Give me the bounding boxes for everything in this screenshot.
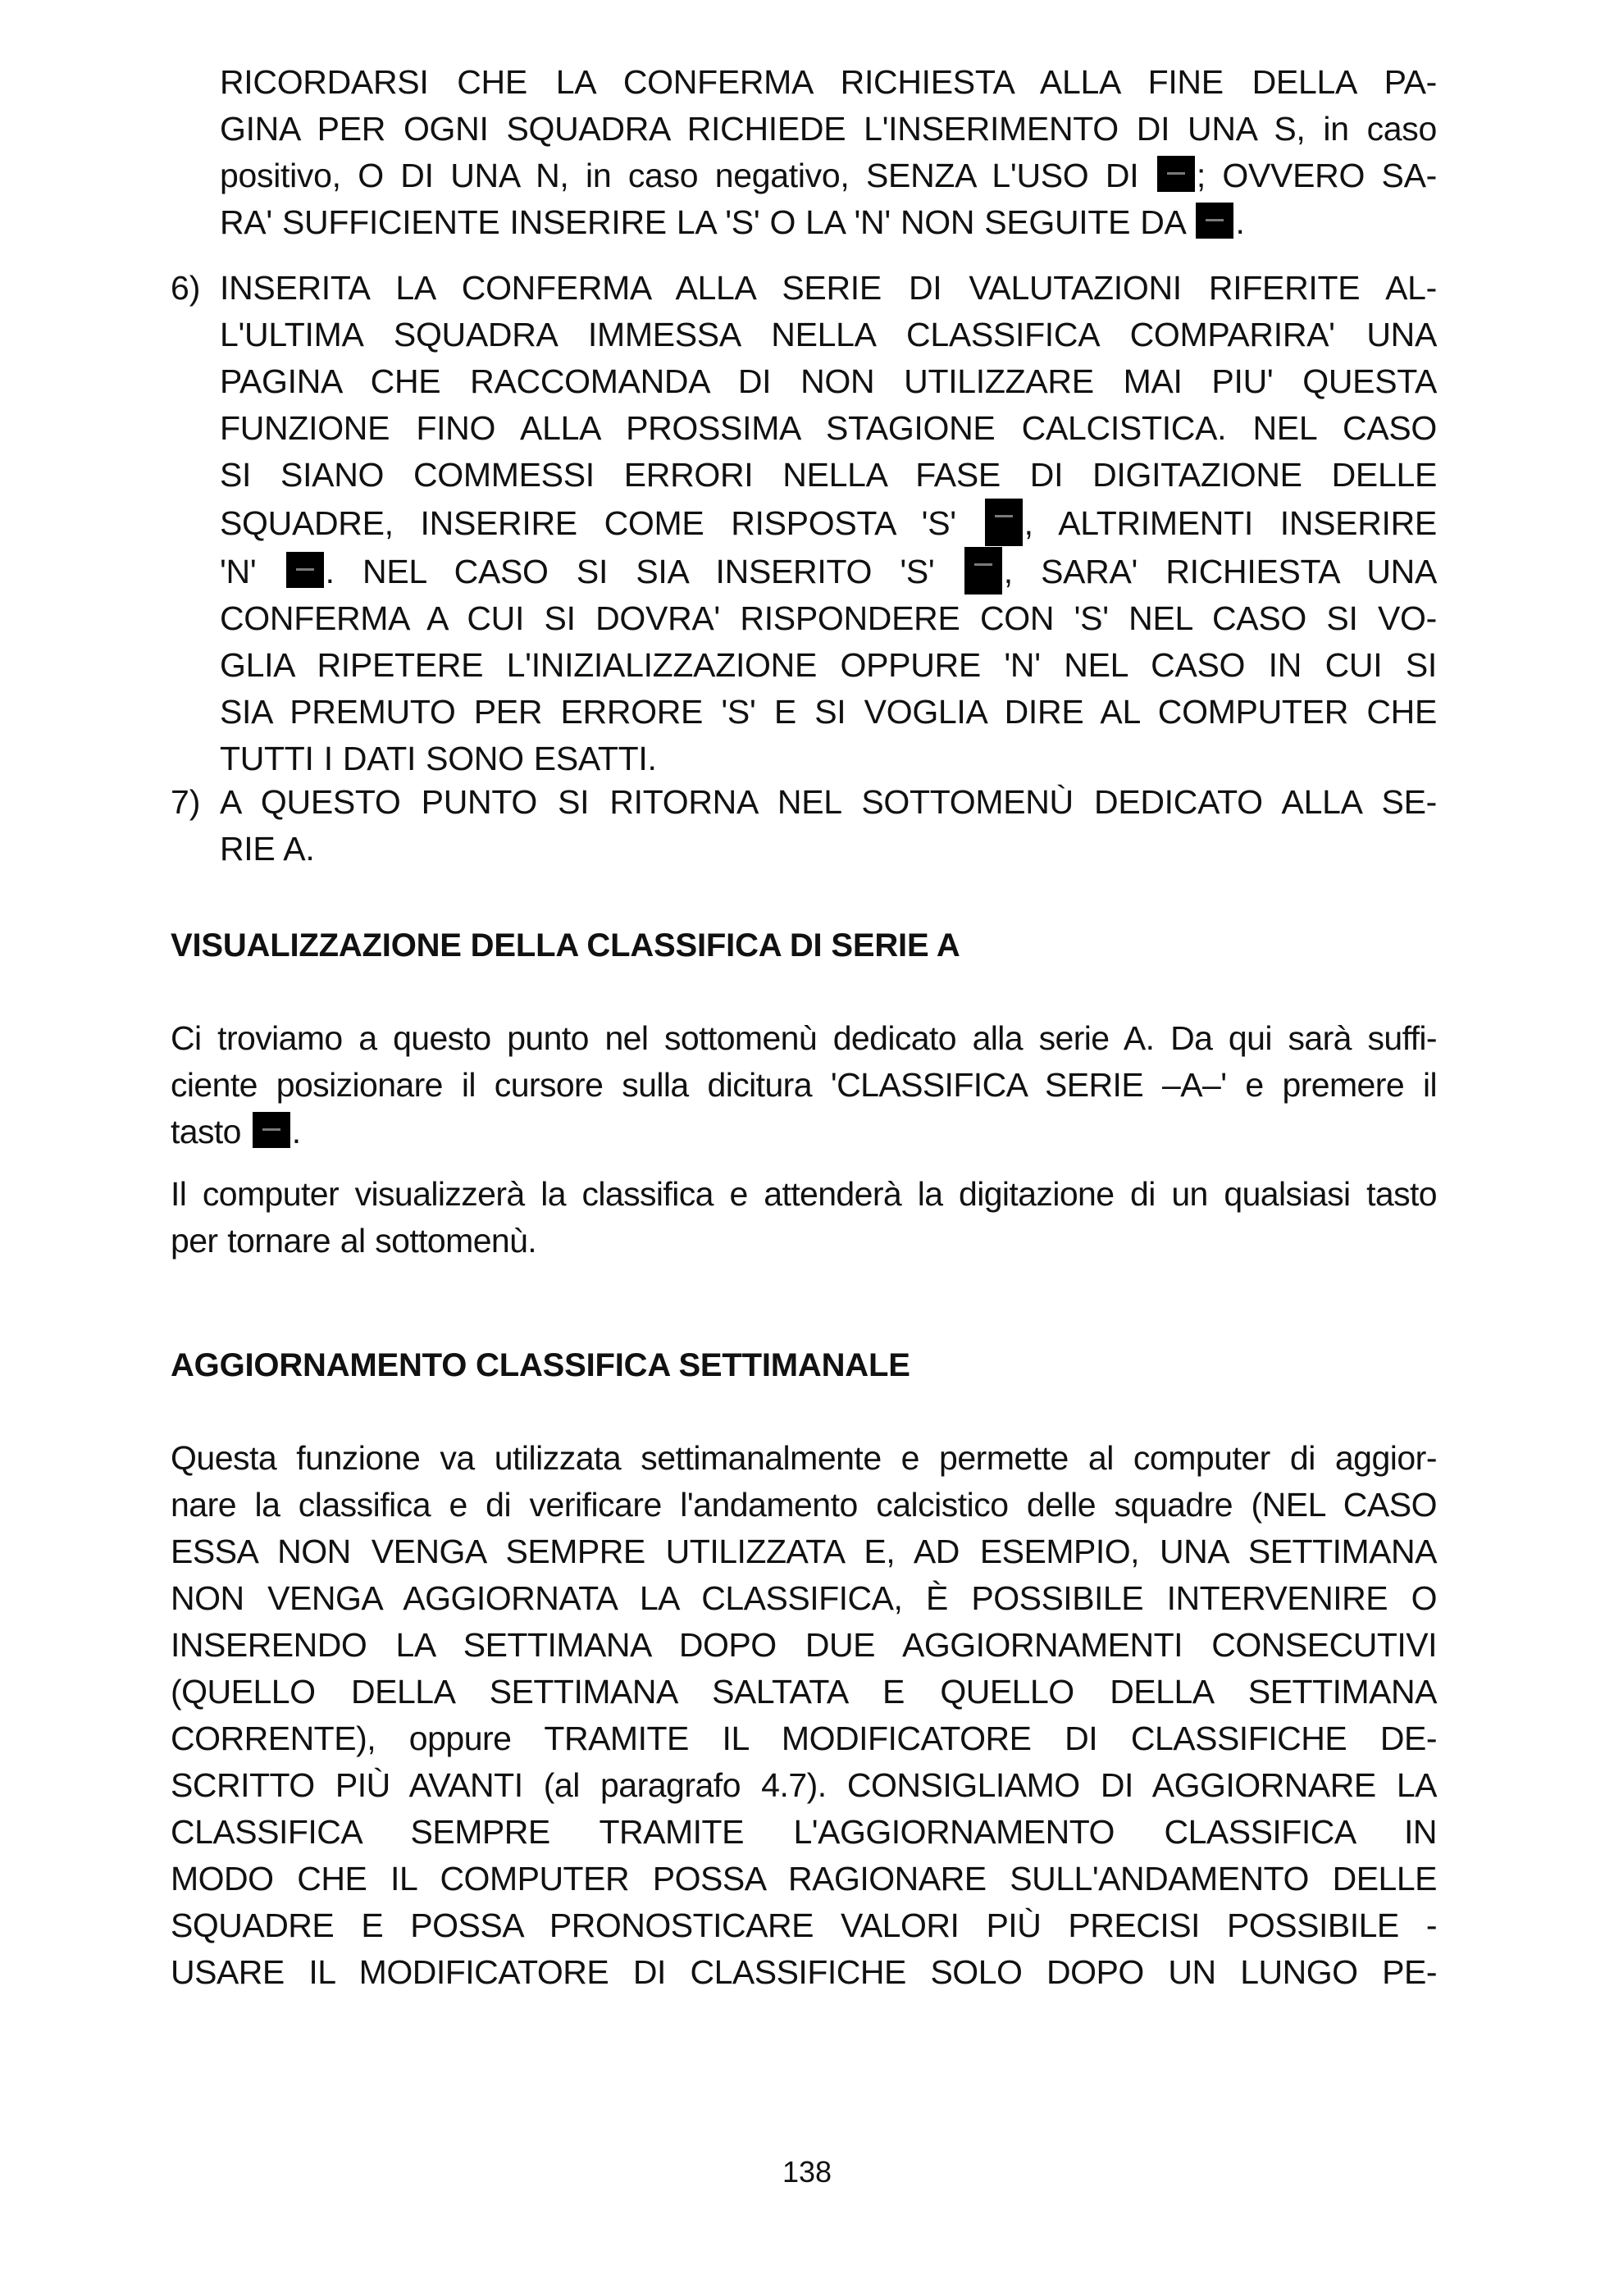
- section-1-paragraph-2: [171, 1171, 1437, 1264]
- section-2-paragraph: [171, 1435, 1437, 1996]
- text-line: INSERITA LA CONFERMA ALLA SERIE DI VALUTAZIONI RIFERITE AL-: [220, 269, 1437, 307]
- text-line: GINA PER OGNI SQUADRA RICHIEDE L'INSERIMENTO DI UNA S, in caso: [220, 110, 1437, 148]
- text-line: CLASSIFICA SEMPRE TRAMITE L'AGGIORNAMENTO CLASSIFICA IN: [171, 1813, 1437, 1851]
- text-line: tasto .: [171, 1113, 301, 1150]
- intro-paragraph: [220, 59, 1437, 246]
- return-key-icon: [1196, 203, 1233, 239]
- text-line: USARE IL MODIFICATORE DI CLASSIFICHE SOLO DOPO UN LUNGO PE-: [171, 1953, 1437, 1991]
- text-line: TUTTI I DATI SONO ESATTI.: [220, 740, 657, 777]
- text-line: Questa funzione va utilizzata settimanalmente e permette al computer di aggior-: [171, 1439, 1437, 1477]
- section-heading: AGGIORNAMENTO CLASSIFICA SETTIMANALE: [171, 1347, 910, 1383]
- return-key-icon: [985, 499, 1023, 546]
- text-line: INSERENDO LA SETTIMANA DOPO DUE AGGIORNAMENTI CONSECUTIVI: [171, 1626, 1437, 1664]
- text-line: (QUELLO DELLA SETTIMANA SALTATA E QUELLO DELLA SETTIMANA: [171, 1673, 1437, 1711]
- return-key-icon: [1157, 156, 1195, 192]
- text-line: FUNZIONE FINO ALLA PROSSIMA STAGIONE CALCISTICA. NEL CASO: [220, 409, 1437, 447]
- text-line: RICORDARSI CHE LA CONFERMA RICHIESTA ALLA FINE DELLA PA-: [220, 63, 1437, 101]
- text-line: RA' SUFFICIENTE INSERIRE LA 'S' O LA 'N' NON SEGUITE DA .: [220, 203, 1245, 241]
- text-line: NON VENGA AGGIORNATA LA CLASSIFICA, È POSSIBILE INTERVENIRE O: [171, 1579, 1437, 1617]
- page-number: 138: [782, 2155, 832, 2189]
- text-line: SQUADRE, INSERIRE COME RISPOSTA 'S' , ALTRIMENTI INSERIRE: [220, 499, 1437, 547]
- text-line: positivo, O DI UNA N, in caso negativo, SENZA L'USO DI ; OVVERO SA-: [220, 157, 1437, 194]
- text-line: A QUESTO PUNTO SI RITORNA NEL SOTTOMENÙ DEDICATO ALLA SE-: [220, 783, 1437, 821]
- text-line: GLIA RIPETERE L'INIZIALIZZAZIONE OPPURE 'N' NEL CASO IN CUI SI: [220, 646, 1437, 684]
- item-number: 7): [171, 783, 201, 821]
- text-line: CORRENTE), oppure TRAMITE IL MODIFICATORE DI CLASSIFICHE DE-: [171, 1720, 1437, 1757]
- text-line: ESSA NON VENGA SEMPRE UTILIZZATA E, AD ESEMPIO, UNA SETTIMANA: [171, 1533, 1437, 1570]
- text-line: nare la classifica e di verificare l'andamento calcistico delle squadre (NEL CASO: [171, 1486, 1437, 1524]
- text-line: MODO CHE IL COMPUTER POSSA RAGIONARE SULL'ANDAMENTO DELLE: [171, 1860, 1437, 1897]
- item-number: 6): [171, 269, 201, 307]
- text-line: SI SIANO COMMESSI ERRORI NELLA FASE DI DIGITAZIONE DELLE: [220, 456, 1437, 494]
- text-line: CONFERMA A CUI SI DOVRA' RISPONDERE CON 'S' NEL CASO SI VO-: [220, 599, 1437, 637]
- return-key-icon: [253, 1112, 290, 1148]
- return-key-icon: [964, 547, 1002, 594]
- text-line: Il computer visualizzerà la classifica e attenderà la digitazione di un qualsiasi tasto: [171, 1175, 1437, 1213]
- text-line: L'ULTIMA SQUADRA IMMESSA NELLA CLASSIFICA COMPARIRA' UNA: [220, 316, 1437, 353]
- text-line: PAGINA CHE RACCOMANDA DI NON UTILIZZARE MAI PIU' QUESTA: [220, 362, 1437, 400]
- text-line: SIA PREMUTO PER ERRORE 'S' E SI VOGLIA DIRE AL COMPUTER CHE: [220, 693, 1437, 731]
- section-1-paragraph-1: [171, 1015, 1437, 1155]
- text-line: ciente posizionare il cursore sulla dicitura 'CLASSIFICA SERIE –A–' e premere il: [171, 1066, 1437, 1104]
- item-6-paragraph: [220, 265, 1437, 782]
- text-line: SCRITTO PIÙ AVANTI (al paragrafo 4.7). CONSIGLIAMO DI AGGIORNARE LA: [171, 1766, 1437, 1804]
- text-line: 'N' . NEL CASO SI SIA INSERITO 'S' , SARA' RICHIESTA UNA: [220, 547, 1437, 595]
- return-key-icon: [286, 552, 324, 588]
- text-line: per tornare al sottomenù.: [171, 1222, 537, 1260]
- text-line: RIE A.: [220, 830, 315, 868]
- text-line: SQUADRE E POSSA PRONOSTICARE VALORI PIÙ PRECISI POSSIBILE -: [171, 1906, 1437, 1944]
- section-heading: VISUALIZZAZIONE DELLA CLASSIFICA DI SERIE A: [171, 927, 960, 963]
- item-7-paragraph: [220, 779, 1437, 872]
- text-line: Ci troviamo a questo punto nel sottomenù dedicato alla serie A. Da qui sarà suffi-: [171, 1019, 1437, 1057]
